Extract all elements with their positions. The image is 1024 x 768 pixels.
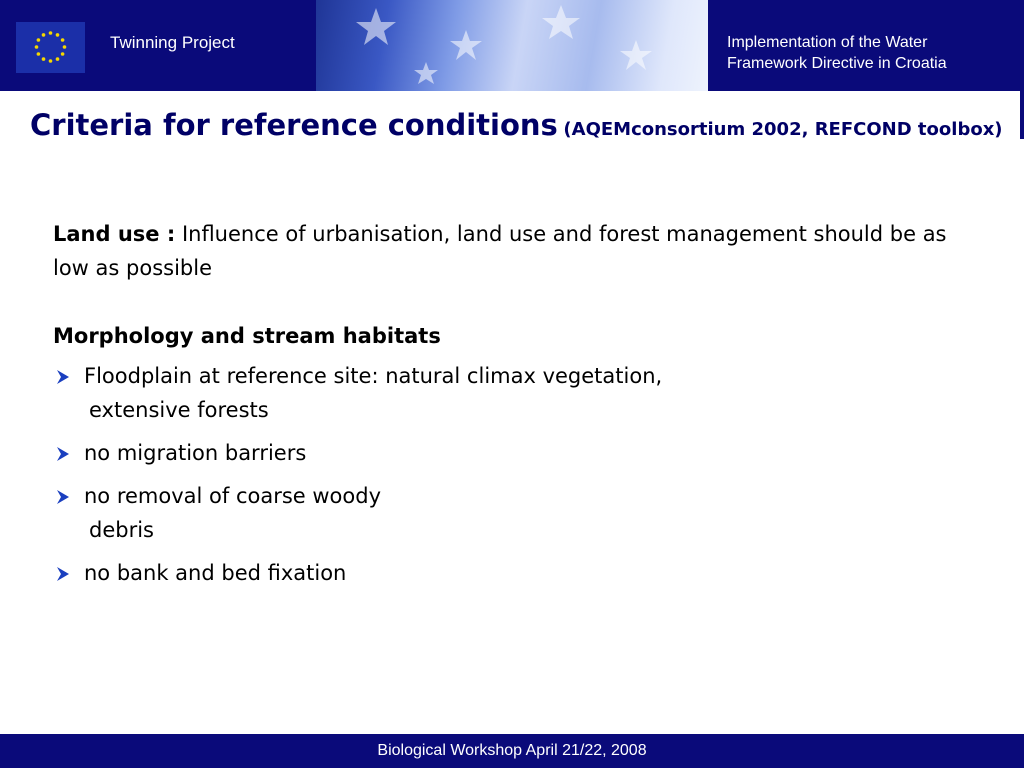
bullet-item: [53, 436, 983, 470]
bullet-text: no removal of coarse woody: [84, 484, 382, 508]
arrow-bullet-icon: [53, 479, 75, 513]
arrow-bullet-icon: [53, 556, 75, 590]
header-edge-accent: [1020, 91, 1024, 139]
footer-text: Biological Workshop April 21/22, 2008: [377, 742, 647, 759]
bullet-text: no bank and bed fixation: [84, 561, 347, 585]
slide-title: [30, 108, 1005, 147]
bullet-item: [53, 479, 983, 547]
header-project-title-line2: Framework Directive in Croatia: [727, 55, 947, 72]
slide-title-main: Criteria for reference conditions: [30, 108, 558, 142]
header-bar: [0, 0, 1024, 91]
bullet-text-continued: debris: [89, 518, 154, 542]
slide-body: [53, 217, 983, 590]
land-use-label: Land use :: [53, 222, 176, 246]
morphology-heading: Morphology and stream habitats: [53, 324, 441, 348]
land-use-text: Influence of urbanisation, land use and forest management should be as low as possible: [53, 222, 947, 280]
arrow-bullet-icon: [53, 436, 75, 470]
arrow-bullet-icon: [53, 359, 75, 393]
bullet-text-continued: extensive forests: [89, 398, 269, 422]
footer-bar: [0, 734, 1024, 768]
twinning-project-label: Twinning Project: [110, 33, 235, 52]
header-project-title-line1: Implementation of the Water: [727, 34, 928, 51]
bullet-item: [53, 359, 983, 427]
bullet-item: [53, 556, 983, 590]
slide-title-source: (AQEMconsortium 2002, REFCOND toolbox): [563, 119, 1003, 140]
header-project-title: [727, 32, 1017, 74]
bullet-text: no migration barriers: [84, 441, 307, 465]
bullet-text: Floodplain at reference site: natural climax vegetation,: [84, 364, 663, 388]
star-banner-image: [316, 0, 708, 91]
eu-flag-icon: [16, 22, 85, 73]
land-use-paragraph: [53, 217, 983, 285]
